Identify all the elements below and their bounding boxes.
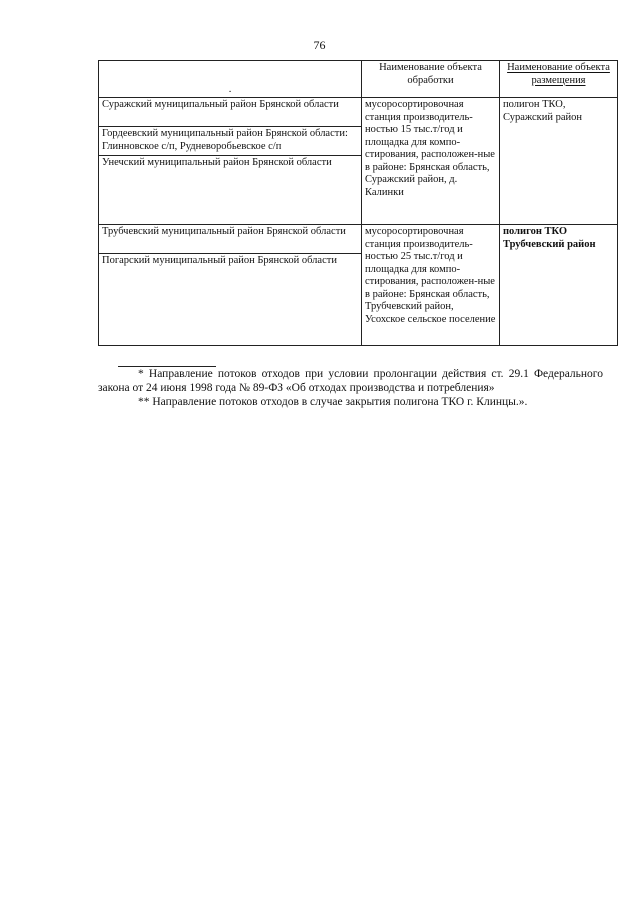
footnote-1: * Направление потоков отходов при условии пролонгации действия ст. 29.1 Федерального закона от 24 июня 1998 года № 89-ФЗ «Об отходах производства и потребления» <box>98 368 603 394</box>
table-row <box>99 98 618 225</box>
region-item: Суражский муниципальный район Брянской области <box>99 98 361 127</box>
disposal-cell-group1: полигон ТКО, Суражский район <box>500 98 618 225</box>
header-col-processing: Наименование объекта обработки <box>362 61 500 98</box>
table-row <box>99 225 618 346</box>
table-header-row <box>99 61 618 98</box>
regions-cell-group2 <box>99 225 362 346</box>
processing-cell-group1: мусоросортировочная станция производитель-ностью 15 тыс.т/год и площадка для компо-стирования, расположен-ные в районе: Брянская область, Суражский район, д. Калинки <box>362 98 500 225</box>
region-item: Гордеевский муниципальный район Брянской области: Глинновское с/п, Рудневоробьевское с/п <box>99 127 361 156</box>
header-col-disposal: Наименование объекта размещения <box>500 61 618 98</box>
waste-flow-table <box>98 60 618 346</box>
header-col-region-text: . <box>228 83 232 95</box>
footnotes <box>98 367 603 409</box>
disposal-cell-group2: полигон ТКО Трубчевский район <box>500 225 618 346</box>
region-item: Унечский муниципальный район Брянской области <box>102 157 332 168</box>
header-col-region <box>99 61 362 98</box>
page-number: 76 <box>313 38 326 52</box>
processing-cell-group2: мусоросортировочная станция производитель-ностью 25 тыс.т/год и площадка для компо-стирования, расположен-ные в районе: Брянская область, Трубчевский район, Усохское сельское поселение <box>362 225 500 346</box>
regions-cell-group1 <box>99 98 362 225</box>
footnote-2: ** Направление потоков отходов в случае закрытия полигона ТКО г. Клинцы.». <box>138 396 528 408</box>
region-item: Погарский муниципальный район Брянской области <box>102 255 337 266</box>
region-item: Трубчевский муниципальный район Брянской области <box>99 225 361 254</box>
